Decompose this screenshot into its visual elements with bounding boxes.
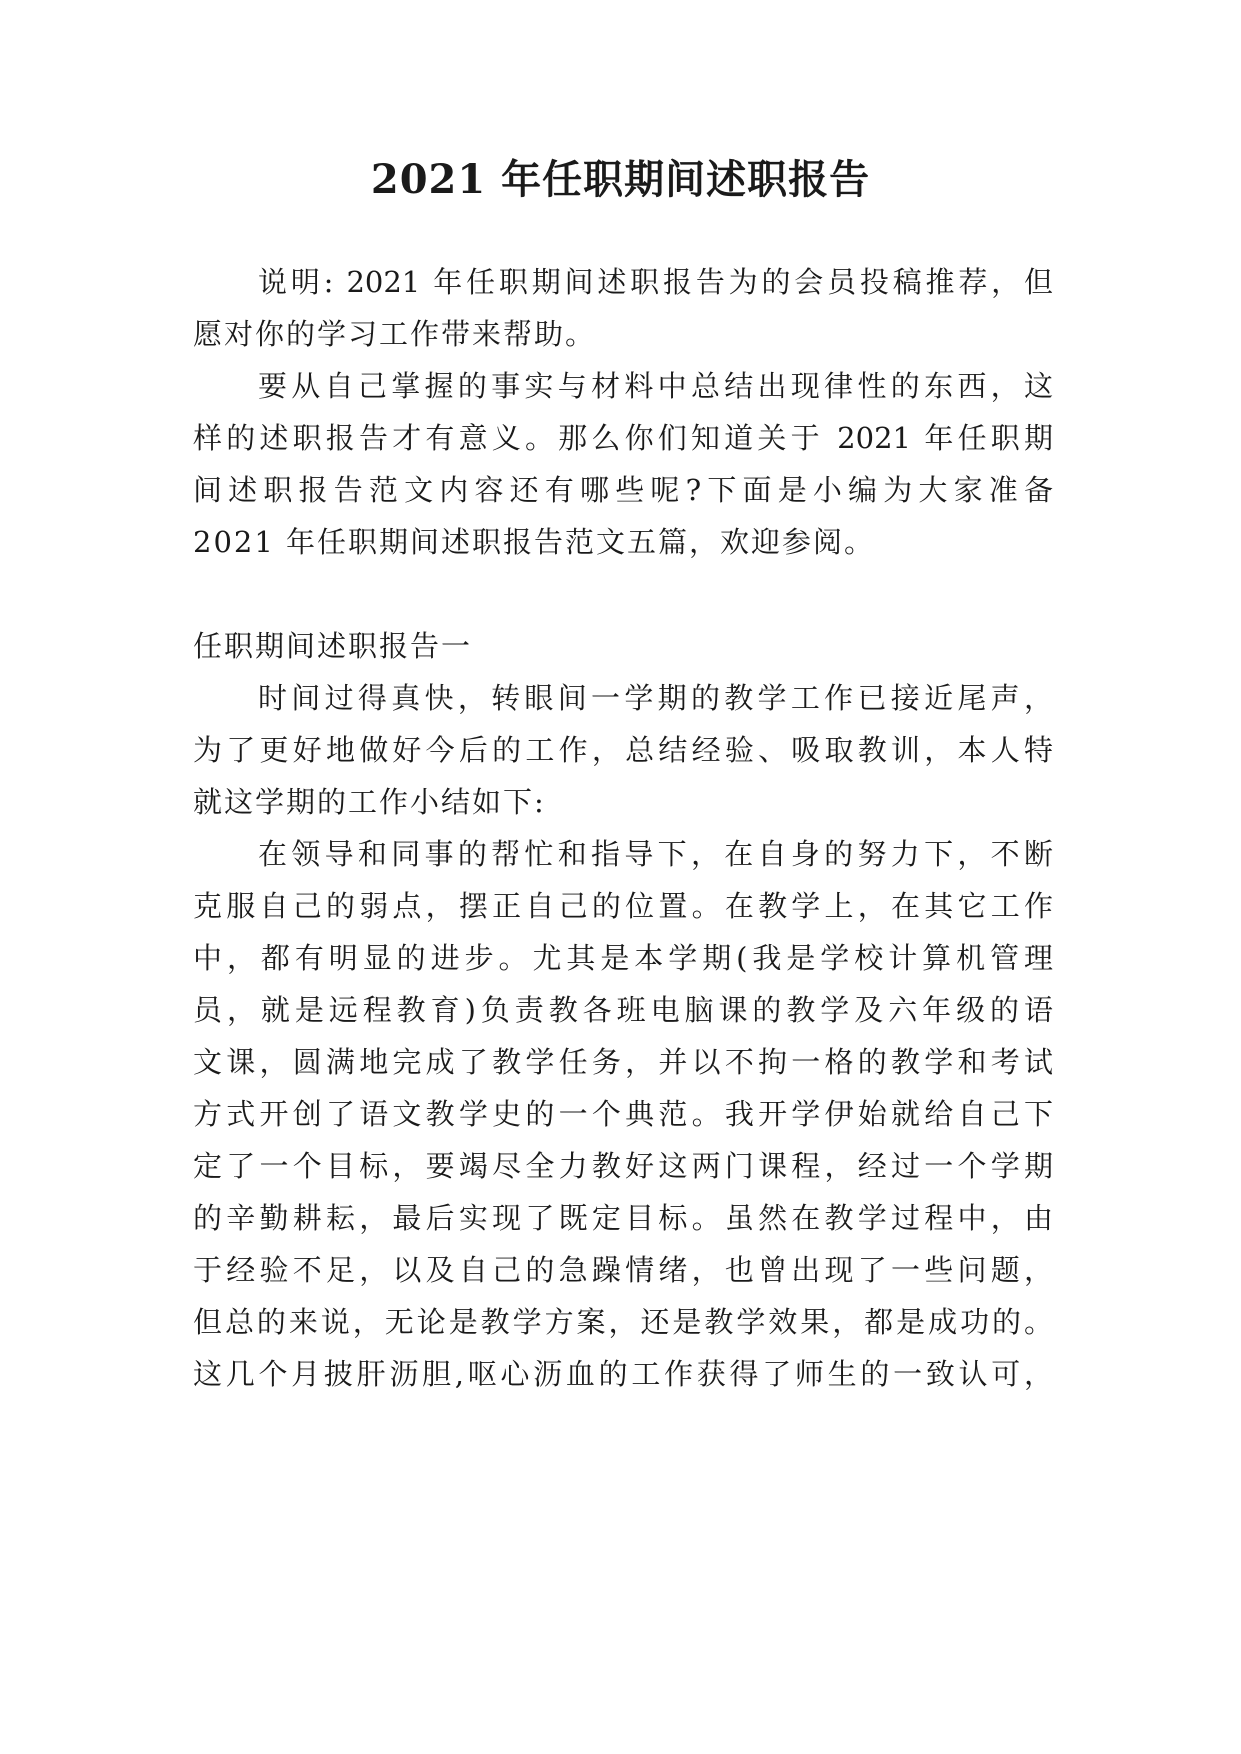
document-title: 2021 年任职期间述职报告: [370, 156, 871, 203]
paragraph-line: 方式开创了语文教学史的一个典范。我开学伊始就给自己下: [193, 1097, 1053, 1131]
paragraph-line: 中，都有明显的进步。尤其是本学期(我是学校计算机管理: [193, 941, 1053, 975]
paragraph-line: 为了更好地做好今后的工作，总结经验、吸取教训，本人特: [193, 733, 1053, 767]
paragraph-line: 要从自己掌握的事实与材料中总结出现律性的东西，这: [258, 369, 1053, 403]
paragraph-line: 这几个月披肝沥胆,呕心沥血的工作获得了师生的一致认可，: [193, 1357, 1053, 1391]
paragraph-line: 2021 年任职期间述职报告范文五篇，欢迎参阅。: [193, 525, 876, 559]
paragraph-line: 间述职报告范文内容还有哪些呢?下面是小编为大家准备: [193, 473, 1053, 507]
paragraph-line: 样的述职报告才有意义。那么你们知道关于 2021 年任职期: [193, 421, 1053, 455]
section-heading: 任职期间述职报告一: [193, 629, 473, 663]
paragraph-line: 文课，圆满地完成了教学任务，并以不拘一格的教学和考试: [193, 1045, 1053, 1079]
paragraph-line: 的辛勤耕耘，最后实现了既定目标。虽然在教学过程中，由: [193, 1201, 1053, 1235]
paragraph-line: 克服自己的弱点，摆正自己的位置。在教学上，在其它工作: [193, 889, 1053, 923]
paragraph-line: 在领导和同事的帮忙和指导下，在自身的努力下，不断: [258, 837, 1053, 871]
paragraph-line: 说明: 2021 年任职期间述职报告为的会员投稿推荐，但: [258, 265, 1053, 299]
paragraph-line: 时间过得真快，转眼间一学期的教学工作已接近尾声，: [258, 681, 1053, 715]
paragraph-line: 员，就是远程教育)负责教各班电脑课的教学及六年级的语: [193, 993, 1053, 1027]
paragraph-line: 愿对你的学习工作带来帮助。: [193, 317, 597, 351]
paragraph-line: 就这学期的工作小结如下:: [193, 785, 546, 819]
paragraph-line: 定了一个目标，要竭尽全力教好这两门课程，经过一个学期: [193, 1149, 1053, 1183]
paragraph-line: 于经验不足，以及自己的急躁情绪，也曾出现了一些问题，: [193, 1253, 1053, 1287]
paragraph-line: 但总的来说，无论是教学方案，还是教学效果，都是成功的。: [193, 1305, 1053, 1339]
